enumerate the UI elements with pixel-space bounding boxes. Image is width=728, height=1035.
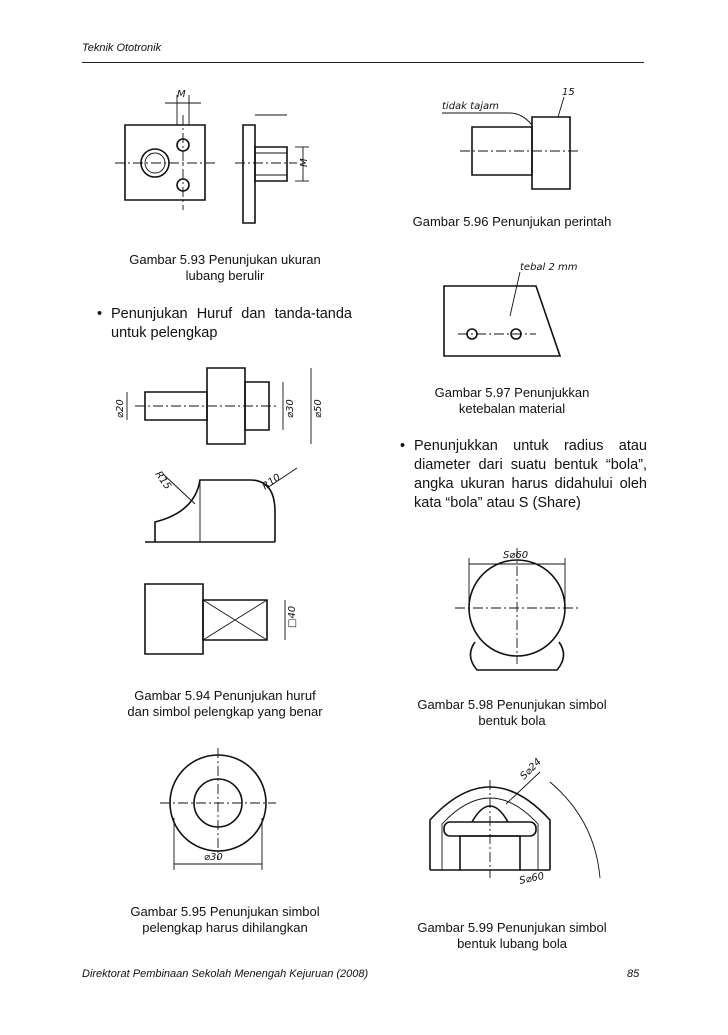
caption-line: Gambar 5.97 Penunjukkan	[434, 385, 590, 400]
label-tebal: tebal 2 mm	[520, 262, 578, 273]
caption-line: Gambar 5.95 Penunjukan simbol	[130, 904, 320, 919]
caption-line: Gambar 5.94 Penunjukan huruf	[134, 688, 316, 703]
footer-text: Direktorat Pembinaan Sekolah Menengah Kejuruan (2008)	[82, 968, 369, 980]
page-number: 85	[627, 968, 640, 980]
label-m: M	[177, 89, 186, 100]
bullet-dot: •	[97, 306, 103, 322]
bullet-right	[400, 437, 647, 513]
label-d30: ⌀30	[204, 852, 223, 863]
figure-5-94-caption	[105, 688, 345, 720]
caption-line: bentuk lubang bola	[457, 936, 567, 951]
header-rule	[82, 62, 644, 63]
label-sd60: S⌀60	[503, 550, 529, 561]
caption-line: Gambar 5.99 Penunjukan simbol	[417, 920, 607, 935]
figure-5-98-caption	[392, 697, 632, 729]
label-sd24: S⌀24	[518, 756, 544, 783]
label-d30: ⌀30	[285, 399, 296, 418]
figure-5-94-drawing	[115, 362, 345, 667]
figure-5-95-drawing	[160, 748, 280, 878]
figure-5-98-drawing	[455, 538, 585, 678]
figure-5-97-drawing	[440, 258, 578, 364]
figure-5-96-drawing	[440, 85, 590, 195]
label-15: 15	[562, 87, 575, 98]
label-d50: ⌀50	[313, 399, 324, 418]
bullet-left	[97, 305, 352, 343]
figure-5-99-drawing	[420, 756, 620, 890]
bullet-text: Penunjukan Huruf dan tanda-tanda untuk pelengkap	[111, 306, 352, 341]
label-sq40: □40	[287, 605, 298, 628]
figure-5-99-caption	[392, 920, 632, 952]
figure-5-96-caption: Gambar 5.96 Penunjukan perintah	[412, 214, 612, 229]
caption-line: ketebalan material	[458, 401, 566, 416]
caption-line: pelengkap harus dihilangkan	[142, 920, 308, 935]
figure-5-97-caption	[392, 385, 632, 417]
figure-5-93-drawing	[115, 85, 335, 235]
caption-line: lubang berulir	[185, 268, 265, 283]
bullet-text: Penunjukkan untuk radius atau diameter dari suatu bentuk “bola”, angka ukuran harus didahului oleh kata “bola” atau S (Share)	[414, 438, 647, 511]
running-header: Teknik Ototronik	[82, 42, 162, 54]
figure-5-93-caption	[105, 252, 345, 284]
label-tidak-tajam: tidak tajam	[442, 101, 499, 112]
caption-line: bentuk bola	[478, 713, 546, 728]
figure-5-95-caption	[105, 904, 345, 936]
caption-line: dan simbol pelengkap yang benar	[127, 704, 323, 719]
caption-line: Gambar 5.93 Penunjukan ukuran	[129, 252, 321, 267]
svg-text:M: M	[299, 158, 310, 167]
label-r10: R10	[260, 472, 283, 493]
label-r15: R15	[152, 469, 173, 492]
label-sd60: S⌀60	[518, 870, 546, 887]
caption-line: Gambar 5.98 Penunjukan simbol	[417, 697, 607, 712]
bullet-dot: •	[400, 438, 406, 454]
label-d20: ⌀20	[115, 399, 126, 418]
